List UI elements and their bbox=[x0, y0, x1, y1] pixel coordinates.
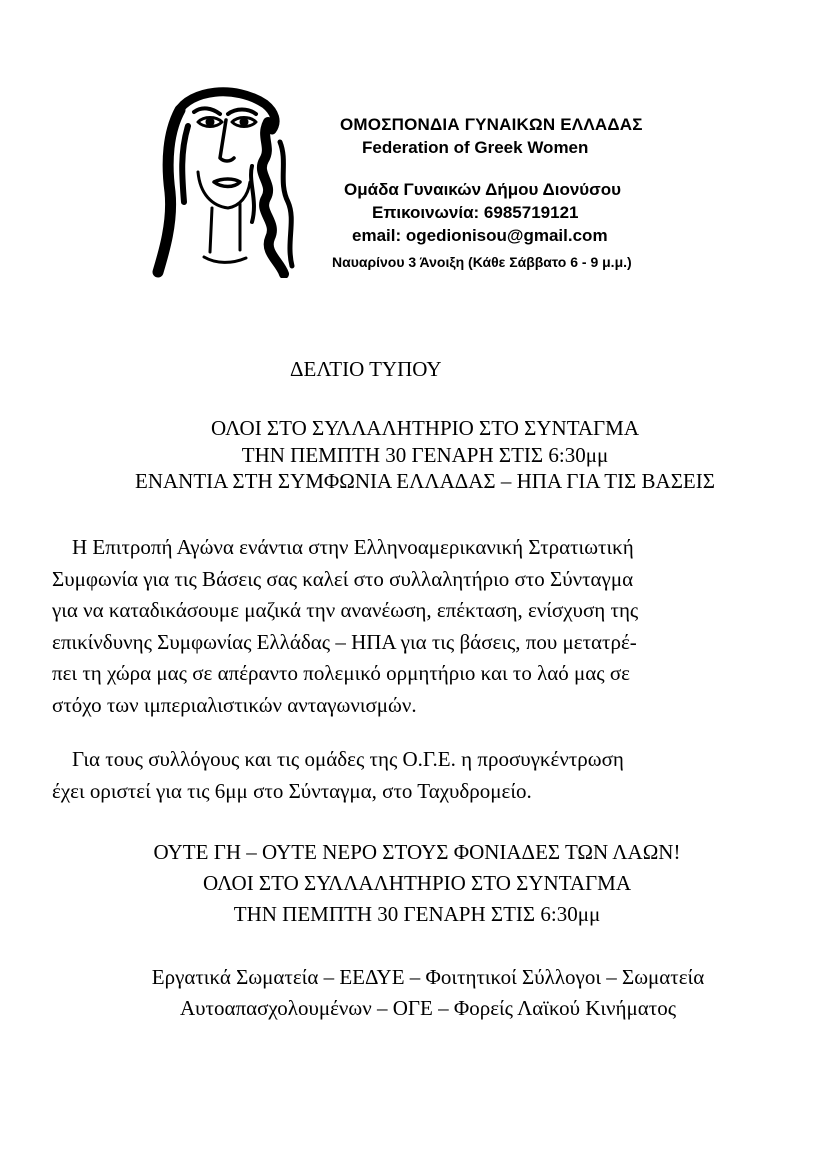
footer-organizations-line-2: Αυτοαπασχολουμένων – ΟΓΕ – Φορείς Λαϊκού Κινήματος bbox=[179, 996, 677, 1020]
paragraph-line: Για τους συλλόγους και τις ομάδες της Ο.Γ.Ε. η προσυγκέντρωση bbox=[72, 747, 624, 771]
contact-phone: Επικοινωνία: 6985719121 bbox=[372, 203, 579, 222]
slogan-line-1: ΟΥΤΕ ΓΗ – ΟΥΤΕ ΝΕΡΟ ΣΤΟΥΣ ΦΟΝΙΑΔΕΣ ΤΩΝ ΛΑΩΝ! bbox=[153, 840, 681, 864]
paragraph-line: επικίνδυνης Συμφωνίας Ελλάδας – ΗΠΑ για τις βάσεις, που μετατρέ- bbox=[52, 629, 637, 654]
headline-line-2: ΤΗΝ ΠΕΜΠΤΗ 30 ΓΕΝΑΡΗ ΣΤΙΣ 6:30μμ bbox=[241, 443, 609, 467]
paragraph-line: στόχο των ιμπεριαλιστικών ανταγωνισμών. bbox=[52, 692, 417, 717]
federation-logo-woman-face-icon bbox=[140, 82, 300, 278]
contact-email: email: ogedionisou@gmail.com bbox=[352, 226, 608, 245]
headline-line-1: ΟΛΟΙ ΣΤΟ ΣΥΛΛΑΛΗΤΗΡΙΟ ΣΤΟ ΣΥΝΤΑΓΜΑ bbox=[211, 416, 639, 440]
body-paragraph-1 bbox=[52, 532, 804, 721]
paragraph-line: έχει οριστεί για τις 6μμ στο Σύνταγμα, στο Ταχυδρομείο. bbox=[52, 778, 532, 803]
headline-line-3: ΕΝΑΝΤΙΑ ΣΤΗ ΣΥΜΦΩΝΙΑ ΕΛΛΑΔΑΣ – ΗΠΑ ΓΙΑ ΤΙΣ ΒΑΣΕΙΣ bbox=[135, 469, 715, 493]
body-paragraph-2 bbox=[52, 744, 804, 807]
document-title: ΔΕΛΤΙΟ ΤΥΠΟΥ bbox=[290, 357, 442, 381]
paragraph-line: πει τη χώρα μας σε απέραντο πολεμικό ορμητήριο και το λαό μας σε bbox=[52, 661, 631, 685]
group-name: Ομάδα Γυναικών Δήμου Διονύσου bbox=[344, 180, 622, 199]
slogan-line-3: ΤΗΝ ΠΕΜΠΤΗ 30 ΓΕΝΑΡΗ ΣΤΙΣ 6:30μμ bbox=[233, 902, 601, 926]
paragraph-line: για να καταδικάσουμε μαζικά την ανανέωση, επέκταση, ενίσχυση της bbox=[52, 598, 639, 622]
contact-address: Ναυαρίνου 3 Άνοιξη (Κάθε Σάββατο 6 - 9 μ.μ.) bbox=[332, 254, 632, 270]
footer-organizations-line-1: Εργατικά Σωματεία – ΕΕΔΥΕ – Φοιτητικοί Σύλλογοι – Σωματεία bbox=[151, 965, 705, 989]
slogan-line-2: ΟΛΟΙ ΣΤΟ ΣΥΛΛΑΛΗΤΗΡΙΟ ΣΤΟ ΣΥΝΤΑΓΜΑ bbox=[203, 871, 631, 895]
paragraph-line: Συμφωνία για τις Βάσεις σας καλεί στο συλλαλητήριο στο Σύνταγμα bbox=[52, 566, 634, 591]
paragraph-line: Η Επιτροπή Αγώνα ενάντια στην Ελληνοαμερικανική Στρατιωτική bbox=[72, 535, 634, 559]
org-name-english: Federation of Greek Women bbox=[362, 138, 589, 157]
org-name-greek: ΟΜΟΣΠΟΝΔΙΑ ΓΥΝΑΙΚΩΝ ΕΛΛΑΔΑΣ bbox=[340, 115, 643, 134]
